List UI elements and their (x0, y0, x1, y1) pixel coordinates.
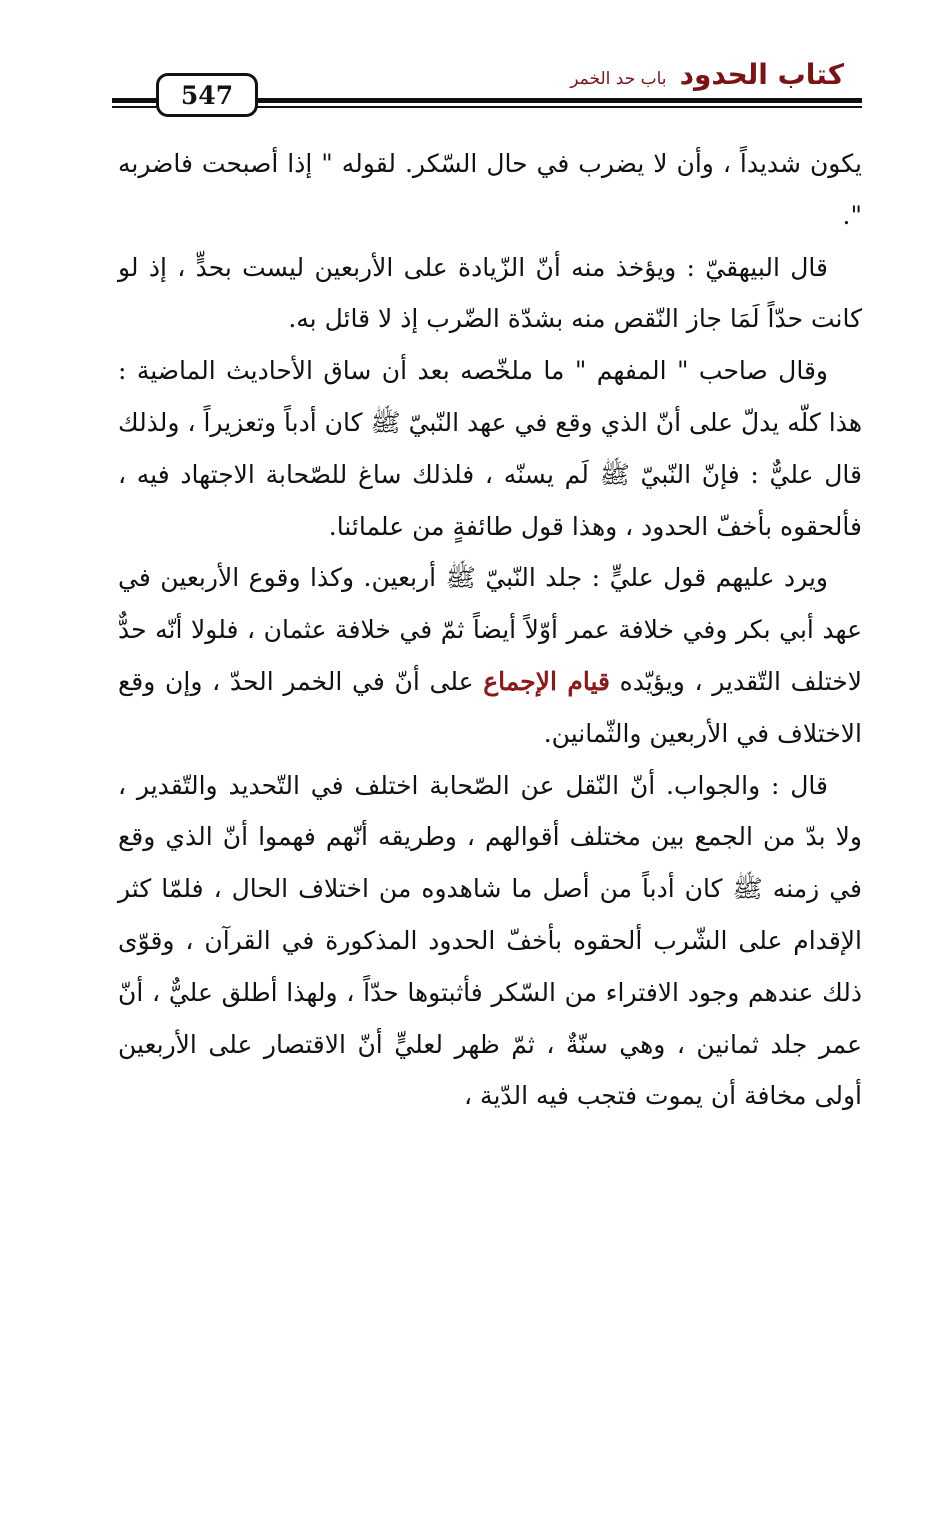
paragraph-4-text-start: ويرد عليهم قول عليٍّ : جلد النّبيّ ﷺ أربعين. وكذا وقوع الأربعين في عهد أبي بكر وفي خلافة عمر أوّلاً أيضاً ثمّ في خلافة عثمان ، فلولا أنّه حدٌّ لاختلف التّقدير ، ويؤيّده (118, 563, 862, 696)
paragraph-4 (118, 552, 862, 759)
paragraph-5: قال : والجواب. أنّ النّقل عن الصّحابة اختلف في التّحديد والتّقدير ، ولا بدّ من الجمع بين مختلف أقوالهم ، وطريقه أنّهم فهموا أنّ الذي وقع في زمنه ﷺ كان أدباً من أصل ما شاهدوه من اختلاف الحال ، فلمّا كثر الإقدام على الشّرب ألحقوه بأخفّ الحدود المذكورة في القرآن ، وقوّى ذلك عندهم وجود الافتراء من السّكر فأثبتوها حدّاً ، ولهذا أطلق عليٌّ ، أنّ عمر جلد ثمانين ، وهي سنّةٌ ، ثمّ ظهر لعليٍّ أنّ الاقتصار على الأربعين أولى مخافة أن يموت فتجب فيه الدّية ، (118, 770, 862, 1111)
highlighted-term: قيام الإجماع (483, 666, 610, 696)
chapter-title: باب حد الخمر (570, 69, 667, 89)
paragraph-3: وقال صاحب " المفهم " ما ملخّصه بعد أن ساق الأحاديث الماضية : هذا كلّه يدلّ على أنّ الذي وقع في عهد النّبيّ ﷺ كان أدباً وتعزيراً ، ولذلك قال عليٌّ : فإنّ النّبيّ ﷺ لَم يسنّه ، فلذلك ساغ للصّحابة الاجتهاد فيه ، فألحقوه بأخفّ الحدود ، وهذا قول طائفةٍ من علمائنا. (118, 356, 862, 541)
page-header (112, 50, 862, 120)
paragraph-4-text-end: على أنّ في الخمر الحدّ ، وإن وقع الاختلاف في الأربعين والثّمانين. (118, 666, 862, 748)
book-title: كتاب الحدود (679, 58, 844, 91)
paragraph-2: قال البيهقيّ : ويؤخذ منه أنّ الزّيادة على الأربعين ليست بحدٍّ ، إذ لو كانت حدّاً لَمَا جاز النّقص منه بشدّة الضّرب إذ لا قائل به. (118, 252, 862, 334)
page-body (118, 138, 862, 1122)
paragraph-1: يكون شديداً ، وأن لا يضرب في حال السّكر. لقوله " إذا أصبحت فاضربه ". (118, 149, 862, 230)
running-title (570, 58, 844, 91)
page-number: 547 (156, 73, 258, 117)
